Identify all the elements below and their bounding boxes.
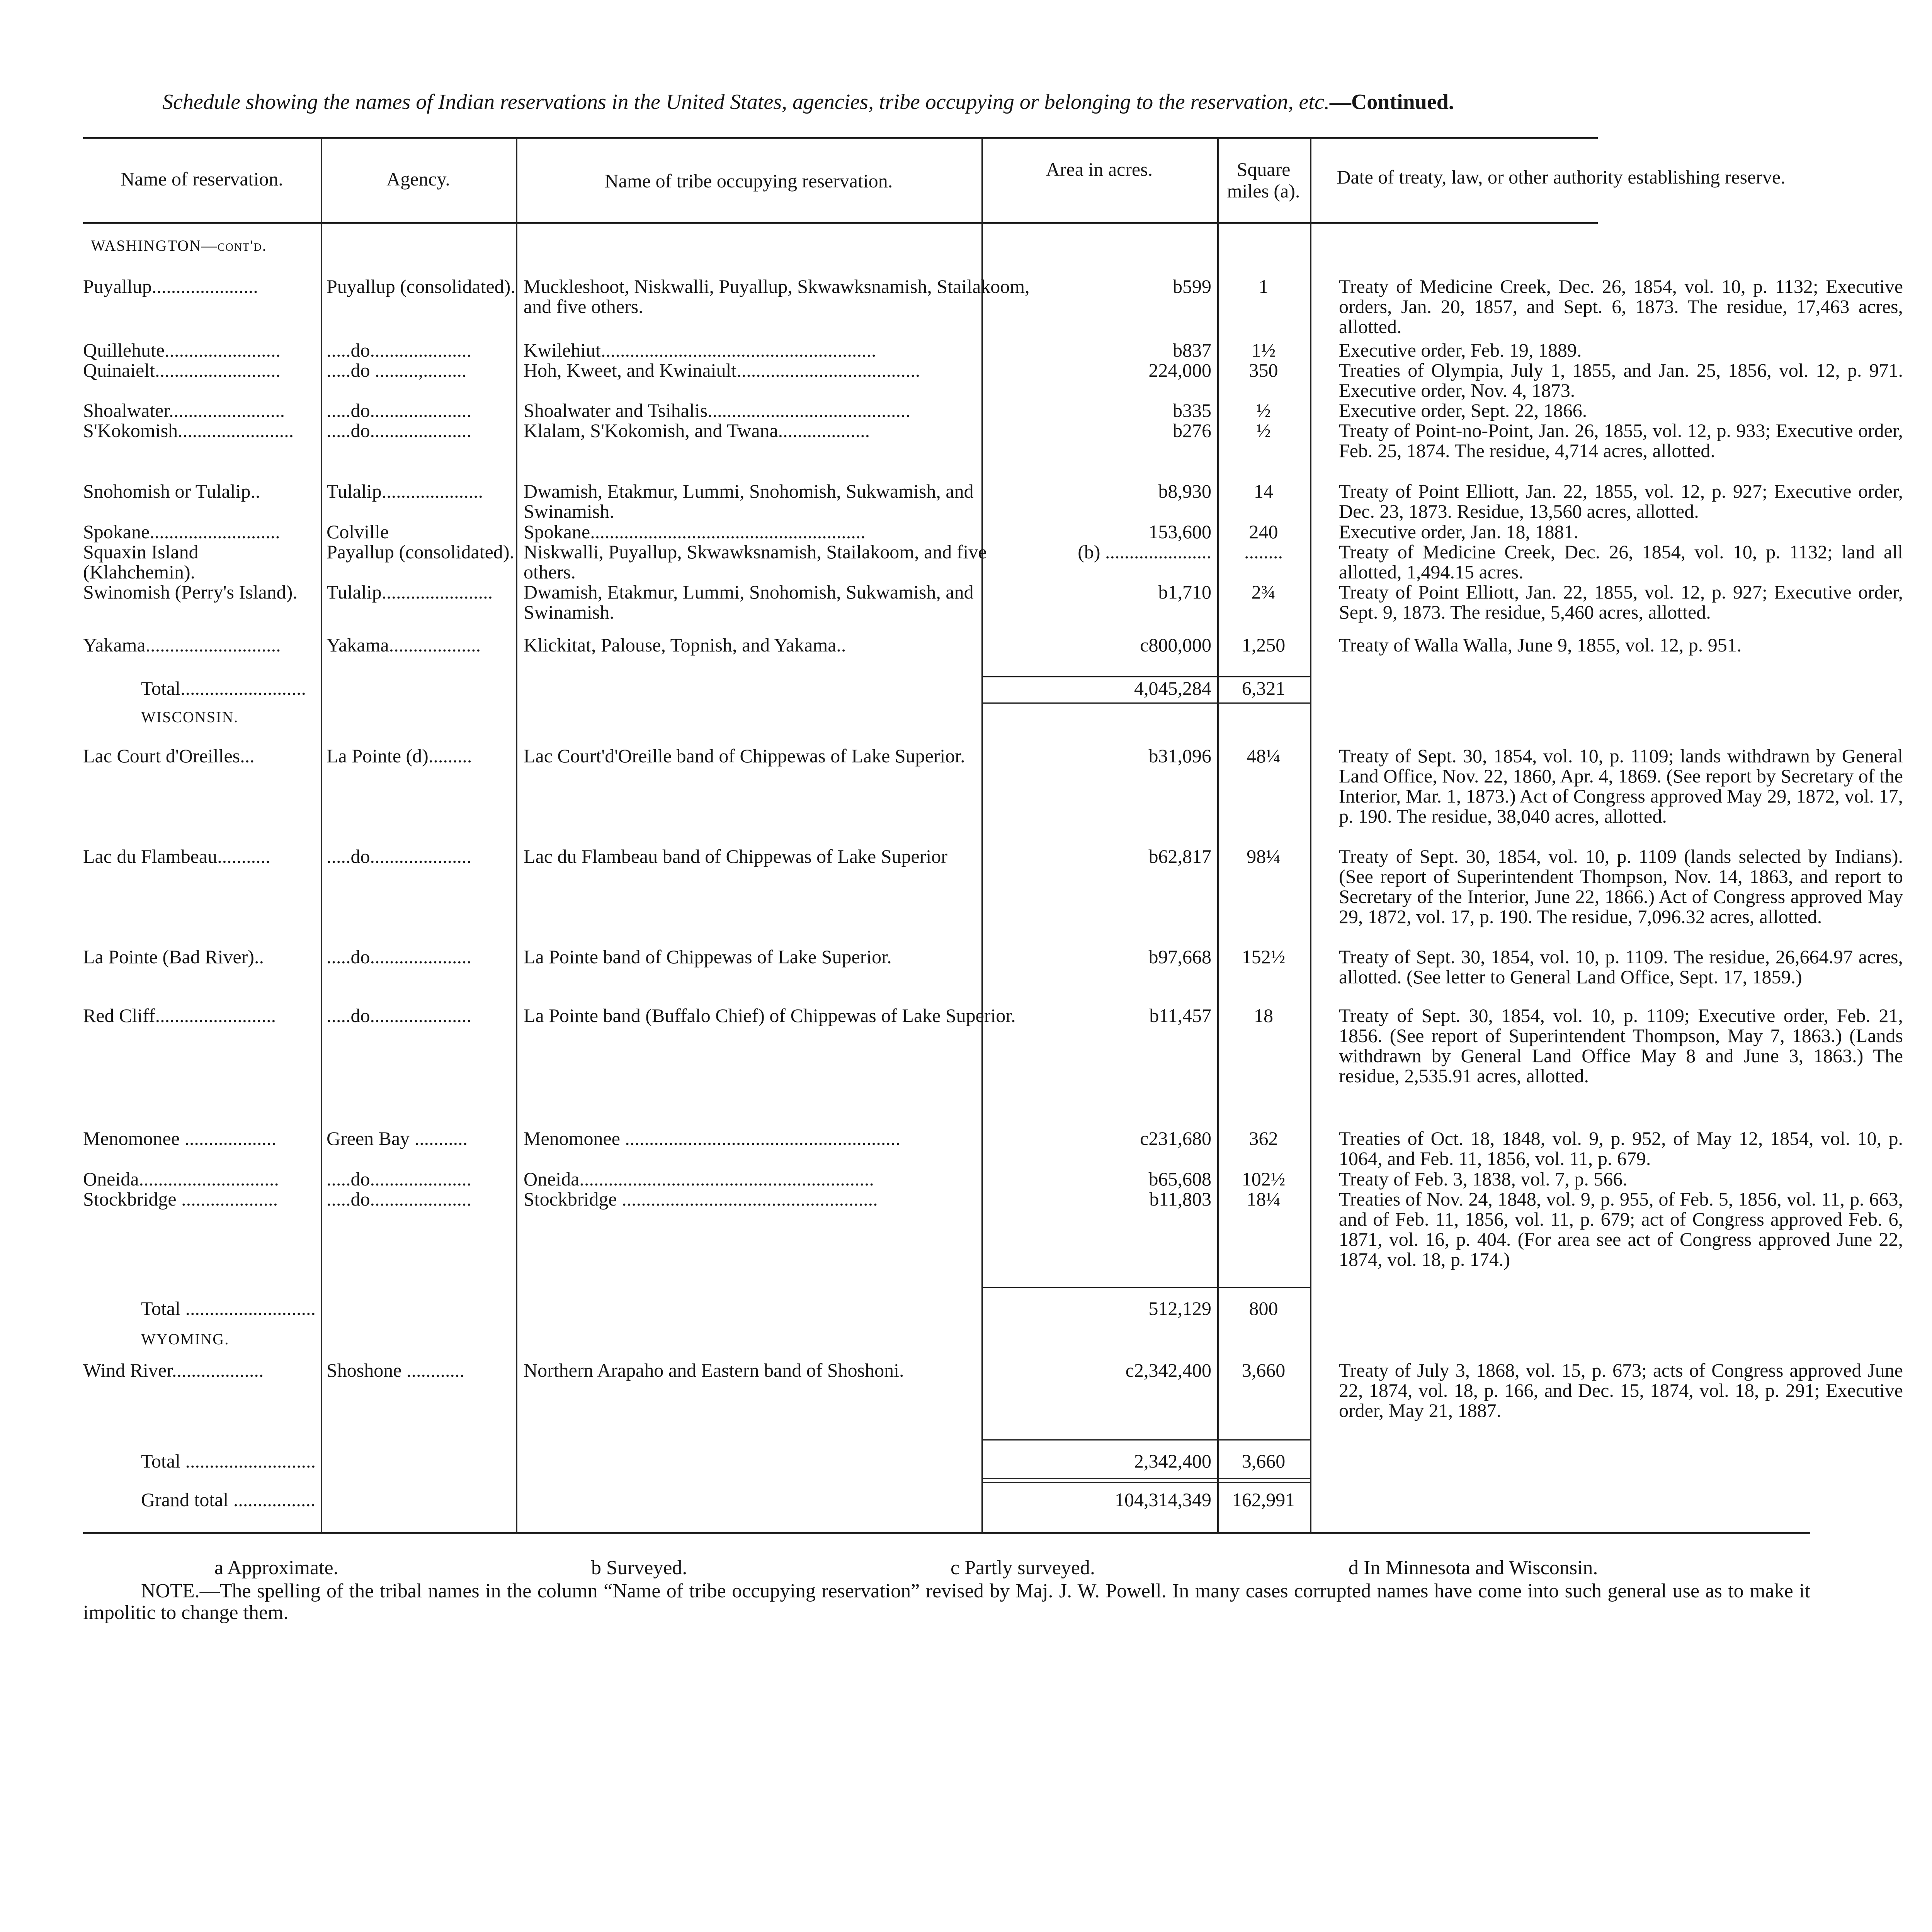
area-acres: b8,930	[1158, 480, 1211, 502]
top-rule	[83, 137, 1598, 139]
agency: Shoshone ............	[327, 1359, 464, 1381]
square-miles: 1	[1259, 276, 1269, 297]
bottom-rule	[83, 1532, 1810, 1534]
tribe: Muckleshoot, Niskwalli, Puyallup, Skwawksnamish, Stailakoom, and five others.	[524, 276, 1030, 317]
area-acres: b65,608	[1148, 1168, 1211, 1190]
square-miles: 48¼	[1247, 745, 1281, 767]
tribe: Northern Arapaho and Eastern band of Shoshoni.	[524, 1359, 904, 1381]
area-acres: b11,803	[1149, 1188, 1211, 1210]
area-acres: b837	[1173, 339, 1211, 361]
square-miles: 350	[1249, 359, 1278, 381]
authority: Treaties of Oct. 18, 1848, vol. 9, p. 952, of May 12, 1854, vol. 10, p. 1064, and Feb. 11, 1856, vol. 11, p. 679.	[1339, 1128, 1903, 1169]
reservation-name: Swinomish (Perry's Island).	[83, 581, 298, 603]
footnote-c: c Partly surveyed.	[951, 1557, 1095, 1579]
footnote-b: b Surveyed.	[591, 1557, 687, 1579]
caption-text: Schedule showing the names of Indian reservations in the United States, agencies, tribe occupying or belonging to the reservation, etc.	[162, 90, 1330, 114]
area-total: 4,045,284	[1134, 677, 1211, 699]
footnote-a: a Approximate.	[214, 1557, 338, 1579]
col-rule-1	[321, 137, 322, 1532]
header-date: Date of treaty, law, or other authority establishing reserve.	[1337, 166, 1786, 188]
reservation-name: Oneida.............................	[83, 1168, 279, 1190]
square-miles: 1½	[1251, 339, 1276, 361]
agency: .....do.....................	[327, 1005, 471, 1026]
square-miles: ½	[1256, 420, 1271, 441]
tribe: Hoh, Kweet, and Kwinaiult......................................	[524, 359, 920, 381]
square-miles: ........	[1244, 541, 1283, 563]
tribe: Lac Court'd'Oreille band of Chippewas of Lake Superior.	[524, 745, 965, 767]
total-label: Total ...........................	[141, 1298, 316, 1319]
agency: La Pointe (d).........	[327, 745, 472, 767]
reservation-name: S'Kokomish........................	[83, 420, 294, 441]
authority: Treaty of Walla Walla, June 9, 1855, vol. 12, p. 951.	[1339, 634, 1742, 656]
agency: .....do .........,.........	[327, 359, 467, 381]
square-miles: 18	[1254, 1005, 1273, 1026]
reservation-name: Stockbridge ....................	[83, 1188, 278, 1210]
reservation-table	[83, 137, 1903, 1548]
authority: Treaty of Point-no-Point, Jan. 26, 1855, vol. 12, p. 933; Executive order, Feb. 25, 1874. The residue, 4,714 acres, allotted.	[1339, 420, 1903, 461]
square-miles: 3,660	[1242, 1359, 1286, 1381]
header-agency: Agency.	[386, 168, 450, 190]
reservation-name: La Pointe (Bad River)..	[83, 946, 264, 968]
state-label: WISCONSIN.	[141, 708, 239, 726]
square-miles-total: 3,660	[1242, 1450, 1286, 1472]
square-miles: 240	[1249, 521, 1278, 543]
header-area: Area in acres.	[1046, 158, 1153, 180]
agency: .....do.....................	[327, 946, 471, 968]
state-label: WASHINGTON—cont'd.	[91, 237, 267, 254]
authority: Treaty of Medicine Creek, Dec. 26, 1854, vol. 10, p. 1132; Executive orders, Jan. 20, 1857, and Sept. 6, 1873. The residue, 17,463 acres, allotted.	[1339, 276, 1903, 337]
tribe: Lac du Flambeau band of Chippewas of Lake Superior	[524, 845, 947, 867]
tribe: Spokane.........................................................	[524, 521, 866, 543]
tribe: Kwilehiut.........................................................	[524, 339, 876, 361]
area-acres: c2,342,400	[1125, 1359, 1211, 1381]
agency: Tulalip.....................	[327, 480, 483, 502]
grand-rule-1	[981, 1478, 1310, 1479]
square-miles: 362	[1249, 1128, 1278, 1149]
total-label: Total ...........................	[141, 1450, 316, 1472]
agency: .....do.....................	[327, 1168, 471, 1190]
square-miles: 1,250	[1242, 634, 1286, 656]
reservation-name: Spokane...........................	[83, 521, 280, 543]
square-miles: ½	[1256, 400, 1271, 421]
agency: Payallup (consolidated).	[327, 541, 514, 563]
area-acres: 153,600	[1148, 521, 1211, 543]
area-acres: 224,000	[1148, 359, 1211, 381]
tribe: Shoalwater and Tsihalis..........................................	[524, 400, 911, 421]
authority: Treaty of July 3, 1868, vol. 15, p. 673; acts of Congress approved June 22, 1874, vol. 18, p. 166, and Dec. 15, 1874, vol. 18, p. 291; Executive order, May 21, 1887.	[1339, 1359, 1903, 1421]
authority: Treaty of Sept. 30, 1854, vol. 10, p. 1109 (lands selected by Indians). (See report of Superintendent Thompson, Nov. 14, 1863, and report to Secretary of the Interior, June 22, 1866.) Act of Congress approved May 29, 1872, vol. 17, p. 190. The residue, 7,096.32 acres, allotted.	[1339, 845, 1903, 927]
agency: .....do.....................	[327, 845, 471, 867]
state-label: WYOMING.	[141, 1330, 230, 1348]
area-acres: b599	[1173, 276, 1211, 297]
tribe: Dwamish, Etakmur, Lummi, Snohomish, Sukwamish, and Swinamish.	[524, 480, 974, 522]
total-rule-wi	[981, 1287, 1310, 1288]
reservation-name: Menomonee ...................	[83, 1128, 276, 1149]
note-paragraph	[83, 1580, 1810, 1624]
reservation-name: Lac du Flambeau...........	[83, 845, 270, 867]
footnote-d: d In Minnesota and Wisconsin.	[1349, 1557, 1598, 1579]
authority: Treaty of Point Elliott, Jan. 22, 1855, vol. 12, p. 927; Executive order, Sept. 9, 1873. The residue, 5,460 acres, allotted.	[1339, 581, 1903, 623]
authority: Treaties of Nov. 24, 1848, vol. 9, p. 955, of Feb. 5, 1856, vol. 11, p. 663, and of Feb. 11, 1856, vol. 11, p. 679; act of Congress approved Feb. 6, 1871, vol. 16, p. 404. (For area see act of Congress approved June 22, 1874, vol. 18, p. 174.)	[1339, 1188, 1903, 1270]
area-grand-total: 104,314,349	[1115, 1489, 1211, 1510]
area-acres: c231,680	[1140, 1128, 1211, 1149]
square-miles-total: 6,321	[1242, 677, 1286, 699]
agency: .....do.....................	[327, 339, 471, 361]
authority: Treaty of Sept. 30, 1854, vol. 10, p. 1109; Executive order, Feb. 21, 1856. (See report of Superintendent Thompson, May 7, 1863.) (Lands withdrawn by General Land Office May 8 and June 3, 1863.) The residue, 2,535.91 acres, allotted.	[1339, 1005, 1903, 1087]
reservation-name: Yakama............................	[83, 634, 281, 656]
area-acres: b31,096	[1148, 745, 1211, 767]
note-label: NOTE.	[141, 1580, 200, 1602]
agency: Puyallup (consolidated).	[327, 276, 515, 297]
authority: Treaty of Point Elliott, Jan. 22, 1855, vol. 12, p. 927; Executive order, Dec. 23, 1873. Residue, 13,560 acres, allotted.	[1339, 480, 1903, 522]
grand-total-label: Grand total .................	[141, 1489, 316, 1510]
area-acres: b1,710	[1158, 581, 1211, 603]
tribe: Klickitat, Palouse, Topnish, and Yakama..	[524, 634, 846, 656]
authority: Treaty of Sept. 30, 1854, vol. 10, p. 1109. The residue, 26,664.97 acres, allotted. (See letter to General Land Office, Sept. 17, 1859.)	[1339, 946, 1903, 988]
authority: Executive order, Jan. 18, 1881.	[1339, 521, 1579, 543]
authority: Treaty of Sept. 30, 1854, vol. 10, p. 1109; lands withdrawn by General Land Office, Nov. 22, 1860, Apr. 4, 1869. (See report by Secretary of the Interior, Mar. 1, 1873.) Act of Congress approved May 29, 1872, vol. 17, p. 190. The residue, 38,040 acres, allotted.	[1339, 745, 1903, 827]
area-total: 2,342,400	[1134, 1450, 1211, 1472]
reservation-name: Snohomish or Tulalip..	[83, 480, 260, 502]
header-square-miles: Square miles (a).	[1227, 158, 1300, 202]
col-rule-2	[516, 137, 517, 1532]
agency: Colville	[327, 521, 389, 543]
reservation-name: Puyallup......................	[83, 276, 258, 297]
total-label: Total..........................	[141, 677, 306, 699]
tribe: Oneida.............................................................	[524, 1168, 874, 1190]
header-rule	[83, 222, 1598, 224]
authority: Treaty of Feb. 3, 1838, vol. 7, p. 566.	[1339, 1168, 1628, 1190]
total-rule-wy	[981, 1439, 1310, 1440]
area-acres: (b) ......................	[1078, 541, 1211, 563]
authority: Executive order, Feb. 19, 1889.	[1339, 339, 1582, 361]
grand-rule-2	[981, 1482, 1310, 1483]
square-miles-grand-total: 162,991	[1232, 1489, 1295, 1510]
tribe: La Pointe band of Chippewas of Lake Superior.	[524, 946, 892, 968]
tribe: Dwamish, Etakmur, Lummi, Snohomish, Sukwamish, and Swinamish.	[524, 581, 974, 623]
area-acres: b11,457	[1149, 1005, 1211, 1026]
area-acres: b97,668	[1148, 946, 1211, 968]
authority: Treaty of Medicine Creek, Dec. 26, 1854, vol. 10, p. 1132; land all allotted, 1,494.15 acres.	[1339, 541, 1903, 583]
reservation-name: Wind River...................	[83, 1359, 264, 1381]
reservation-name: Quillehute........................	[83, 339, 281, 361]
col-rule-5	[1310, 137, 1311, 1532]
authority: Executive order, Sept. 22, 1866.	[1339, 400, 1587, 421]
reservation-name: Red Cliff.........................	[83, 1005, 276, 1026]
tribe: La Pointe band (Buffalo Chief) of Chippewas of Lake Superior.	[524, 1005, 1016, 1026]
authority: Treaties of Olympia, July 1, 1855, and Jan. 25, 1856, vol. 12, p. 971. Executive order, Nov. 4, 1873.	[1339, 359, 1903, 401]
header-name: Name of reservation.	[121, 168, 283, 190]
area-acres: b62,817	[1148, 845, 1211, 867]
square-miles: 18¼	[1247, 1188, 1281, 1210]
agency: Yakama...................	[327, 634, 481, 656]
reservation-name: Shoalwater........................	[83, 400, 285, 421]
note-text: —The spelling of the tribal names in the column “Name of tribe occupying reservation” revised by Maj. J. W. Powell. In many cases corrupted names have come into such general use as to make it impolitic to change them.	[83, 1580, 1810, 1624]
area-total: 512,129	[1148, 1298, 1211, 1319]
reservation-name: Squaxin Island (Klahchemin).	[83, 541, 199, 583]
square-miles: 102½	[1242, 1168, 1286, 1190]
area-acres: b335	[1173, 400, 1211, 421]
square-miles: 14	[1254, 480, 1273, 502]
reservation-name: Quinaielt..........................	[83, 359, 281, 381]
table-caption	[162, 90, 1454, 114]
header-tribe: Name of tribe occupying reservation.	[604, 170, 893, 192]
agency: .....do.....................	[327, 1188, 471, 1210]
square-miles-total: 800	[1249, 1298, 1278, 1319]
tribe: Menomonee .........................................................	[524, 1128, 900, 1149]
tribe: Stockbridge .....................................................	[524, 1188, 878, 1210]
agency: Tulalip.......................	[327, 581, 493, 603]
tribe: Niskwalli, Puyallup, Skwawksnamish, Stailakoom, and five others.	[524, 541, 987, 583]
square-miles: 152½	[1242, 946, 1286, 968]
agency: .....do.....................	[327, 420, 471, 441]
square-miles: 98¼	[1247, 845, 1281, 867]
reservation-name: Lac Court d'Oreilles...	[83, 745, 255, 767]
area-acres: b276	[1173, 420, 1211, 441]
area-acres: c800,000	[1140, 634, 1211, 656]
agency: .....do.....................	[327, 400, 471, 421]
caption-suffix: —Continued.	[1329, 90, 1454, 114]
total-rule-wa-2	[981, 702, 1310, 704]
agency: Green Bay ...........	[327, 1128, 468, 1149]
square-miles: 2¾	[1251, 581, 1276, 603]
tribe: Klalam, S'Kokomish, and Twana...................	[524, 420, 870, 441]
